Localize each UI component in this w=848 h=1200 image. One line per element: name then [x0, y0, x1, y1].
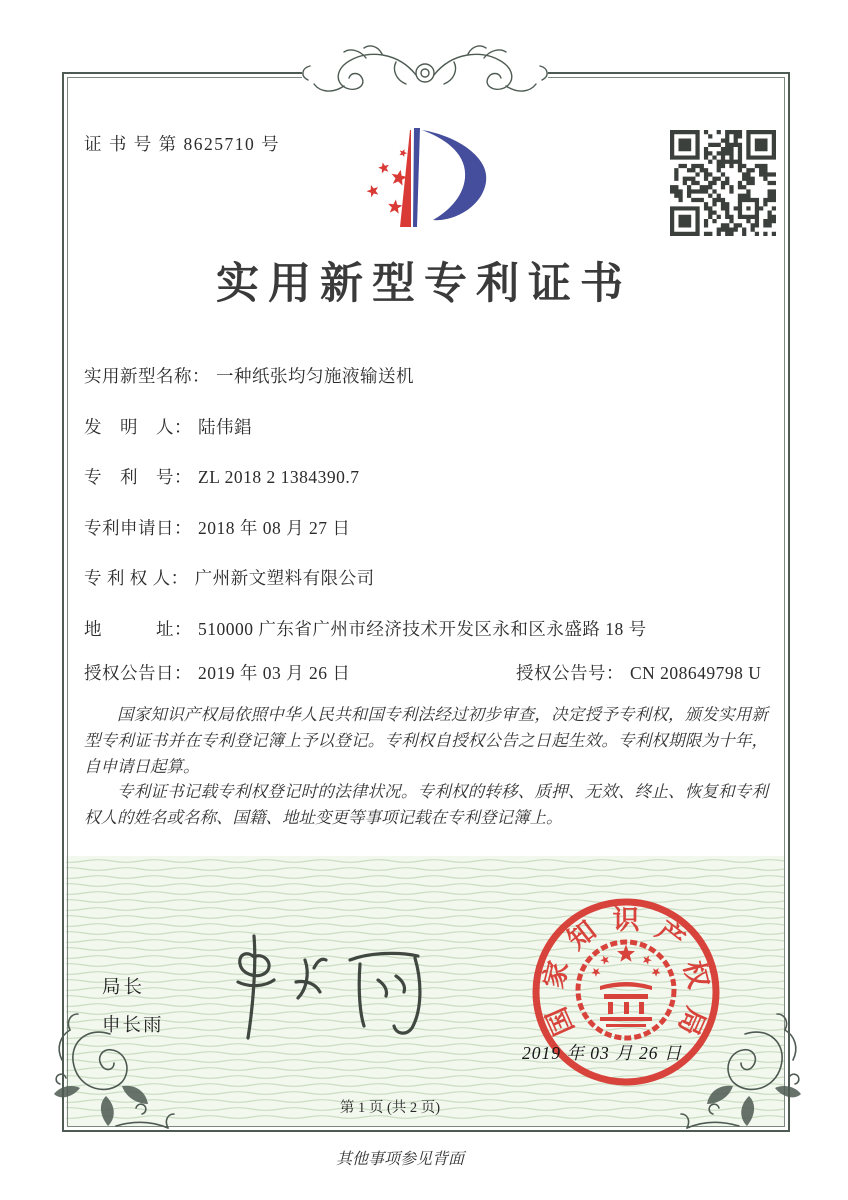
page-number: 第 1 页 (共 2 页): [339, 1100, 441, 1116]
field-label: 专利申请日：: [84, 518, 192, 538]
seal-date: 2019 年 03 月 26 日: [522, 1043, 683, 1063]
qr-code: [670, 130, 776, 236]
certificate-number: 证 书 号 第 8625710 号: [84, 134, 281, 154]
certificate-title: 实用新型专利证书: [216, 261, 632, 308]
svg-text:局: 局: [672, 1002, 711, 1040]
field-value: 广州新文塑料有限公司: [194, 568, 375, 588]
legal-paragraph: 专利证书记载专利权登记时的法律状况。专利权的转移、质押、无效、终止、恢复和专利权人的姓名或名称、国籍、地址变更等事项记载在专利登记簿上。: [84, 782, 768, 828]
svg-text:知: 知: [561, 915, 602, 956]
svg-text:产: 产: [650, 915, 691, 956]
grant-no-label: 授权公告号：: [516, 663, 624, 683]
field-value: 2018 年 08 月 27 日: [198, 518, 351, 538]
grant-no-value: CN 208649798 U: [630, 663, 762, 683]
legal-paragraph: 国家知识产权局依照中华人民共和国专利法经过初步审查，决定授予专利权，颁发实用新型专利证书并在专利登记簿上予以登记。专利权自授权公告之日起生效。专利权期限为十年，自申请日起算。: [84, 705, 768, 776]
signature-title: 局长: [102, 976, 146, 997]
cnipa-logo-icon: [356, 120, 496, 234]
field-value: 一种纸张均匀施液输送机: [216, 366, 414, 386]
svg-text:识: 识: [612, 905, 640, 935]
grant-row: [84, 660, 762, 685]
field-row: [84, 616, 647, 641]
field-row: [84, 414, 252, 439]
svg-text:家: 家: [538, 957, 574, 992]
field-row: [84, 565, 375, 590]
svg-text:权: 权: [678, 957, 714, 992]
field-label: 发 明 人：: [84, 417, 192, 437]
field-row: [84, 515, 350, 540]
field-label: 专 利 权 人：: [84, 568, 189, 588]
field-label: 实用新型名称：: [84, 366, 210, 386]
dragon-ornament-icon: [296, 42, 554, 104]
logo-blue-bowl: [422, 130, 486, 220]
back-note: 其他事项参见背面: [335, 1151, 464, 1168]
field-value: ZL 2018 2 1384390.7: [198, 467, 360, 487]
field-row: [84, 464, 359, 489]
field-label: 地 址：: [84, 619, 192, 639]
grant-date-value: 2019 年 03 月 26 日: [198, 663, 351, 683]
signature-script-icon: [210, 930, 450, 1050]
legal-text: [84, 702, 768, 831]
field-row: [84, 363, 414, 388]
seal-emblem-icon: [578, 942, 674, 1038]
grant-date-label: 授权公告日：: [84, 663, 192, 683]
field-label: 专 利 号：: [84, 467, 192, 487]
field-value: 510000 广东省广州市经济技术开发区永和区永盛路 18 号: [198, 619, 647, 639]
signature-name: 申长雨: [102, 1014, 164, 1035]
official-seal: [520, 886, 732, 1098]
svg-text:国: 国: [541, 1002, 580, 1040]
field-value: 陆伟錩: [198, 417, 252, 437]
logo-stars: [367, 149, 408, 214]
logo-blue-stem: [413, 128, 420, 227]
